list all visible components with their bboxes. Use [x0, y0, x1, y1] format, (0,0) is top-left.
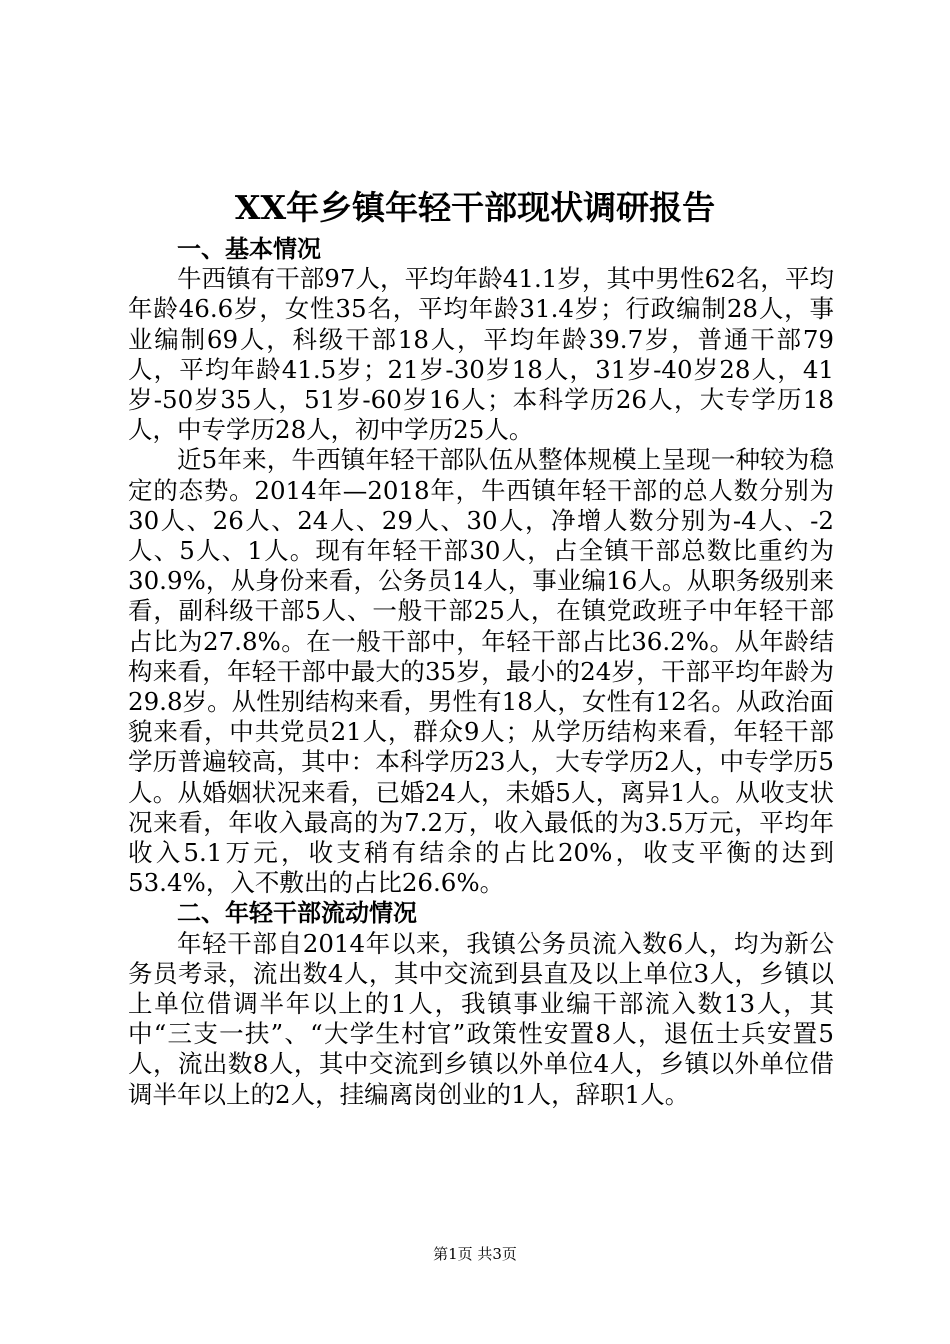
section-cadre-mobility: [128, 898, 834, 1109]
document-body: [128, 234, 834, 1110]
page-footer: 第1页 共3页: [433, 1245, 517, 1263]
paragraph: 年轻干部自2014年以来，我镇公务员流入数6人，均为新公务员考录，流出数4人，其中交流到县直及以上单位3人，乡镇以上单位借调半年以上的1人，我镇事业编干部流入数13人，其中“三支一扶”、“大学生村官”政策性安置8人，退伍士兵安置5人，流出数8人，其中交流到乡镇以外单位4人，乡镇以外单位借调半年以上的2人，挂编离岗创业的1人，辞职1人。: [128, 928, 834, 1109]
document-title: XX年乡镇年轻干部现状调研报告: [234, 188, 716, 227]
section-heading: 二、年轻干部流动情况: [177, 899, 417, 928]
paragraph: 牛西镇有干部97人，平均年龄41.1岁，其中男性62名，平均年龄46.6岁，女性35名，平均年龄31.4岁；行政编制28人，事业编制69人，科级干部18人，平均年龄39.7岁，普通干部79人，平均年龄41.5岁；21岁-30岁18人，31岁-40岁28人，41岁-50岁35人，51岁-60岁16人；本科学历26人，大专学历18人，中专学历28人，初中学历25人。: [128, 264, 834, 445]
section-basic-situation: [128, 234, 834, 898]
paragraph: 近5年来，牛西镇年轻干部队伍从整体规模上呈现一种较为稳定的态势。2014年—2018年，牛西镇年轻干部的总人数分别为30人、26人、24人、29人、30人，净增人数分别为-4人、-2人、5人、1人。现有年轻干部30人，占全镇干部总数比重约为30.9%，从身份来看，公务员14人，事业编16人。从职务级别来看，副科级干部5人、一般干部25人，在镇党政班子中年轻干部占比为27.8%。在一般干部中，年轻干部占比36.2%。从年龄结构来看，年轻干部中最大的35岁，最小的24岁，干部平均年龄为29.8岁。从性别结构来看，男性有18人，女性有12名。从政治面貌来看，中共党员21人，群众9人；从学历结构来看，年轻干部学历普遍较高，其中：本科学历23人，大专学历2人，中专学历5人。从婚姻状况来看，已婚24人，未婚5人，离异1人。从收支状况来看，年收入最高的为7.2万，收入最低的为3.5万元，平均年收入5.1万元，收支稍有结余的占比20%，收支平衡的达到53.4%，入不敷出的占比26.6%。: [128, 445, 834, 898]
section-heading: 一、基本情况: [177, 235, 321, 263]
